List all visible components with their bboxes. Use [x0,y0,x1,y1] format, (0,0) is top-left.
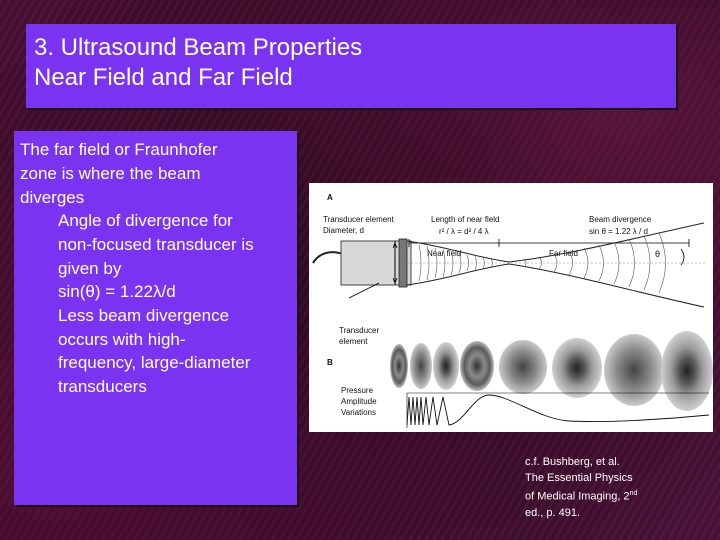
divergence-formula: sin(θ) = 1.22λ/d [58,282,176,301]
beam-divergence-label: Beam divergence [589,215,652,224]
transducer-crystal-icon [399,239,407,287]
pressure-curve [407,395,709,425]
citation-line: c.f. Bushberg, et al. [525,456,620,468]
slide-title-box [26,24,676,108]
pressure-label-1: Pressure [341,386,374,395]
beam-cross-sections [390,331,713,411]
transducer-element-label: Transducer element [323,215,394,224]
body-text-box [14,131,297,505]
citation [525,454,637,521]
body-subline: non-focused transducer is [58,235,254,254]
element-label-2: element [339,337,368,346]
beam-diagram-figure [309,183,713,432]
slide-title: 3. Ultrasound Beam Properties [34,34,363,61]
slide-subtitle: Near Field and Far Field [34,64,293,91]
body-subline: Less beam divergence [58,306,230,325]
panel-b-label: B [327,358,333,367]
cable-icon [313,252,345,263]
diameter-label: Diameter, d [323,226,364,235]
far-field-label: Far field [549,249,578,258]
pressure-label-3: Variations [341,408,376,417]
body-line: zone is where the beam [20,164,201,183]
body-subline: transducers [58,377,147,396]
body-subline: occurs with high- [58,330,186,349]
panel-a-label: A [327,193,333,202]
theta-label: θ [655,249,661,259]
citation-line: ed., p. 491. [525,506,581,519]
citation-line: The Essential Physics [525,472,633,484]
beam-diagram [309,183,713,432]
near-field-length-formula: r² / λ = d² / 4 λ [439,227,489,236]
body-subline: given by [58,259,122,278]
beam-divergence-formula: sin θ = 1.22 λ / d [589,227,648,236]
body-subline: Angle of divergence for [58,211,233,230]
pressure-label-2: Amplitude [341,397,377,406]
near-field-length-label: Length of near field [431,215,500,224]
near-field-label: Near field [427,249,462,258]
citation-line: of Medical Imaging, 2nd [525,490,638,503]
body-line: diverges [20,188,85,207]
body-line: The far field or Fraunhofer [20,140,218,159]
body-subline: frequency, large-diameter [58,353,251,372]
beam-envelope-bottom [407,264,704,307]
element-label-1: Transducer [339,326,380,335]
